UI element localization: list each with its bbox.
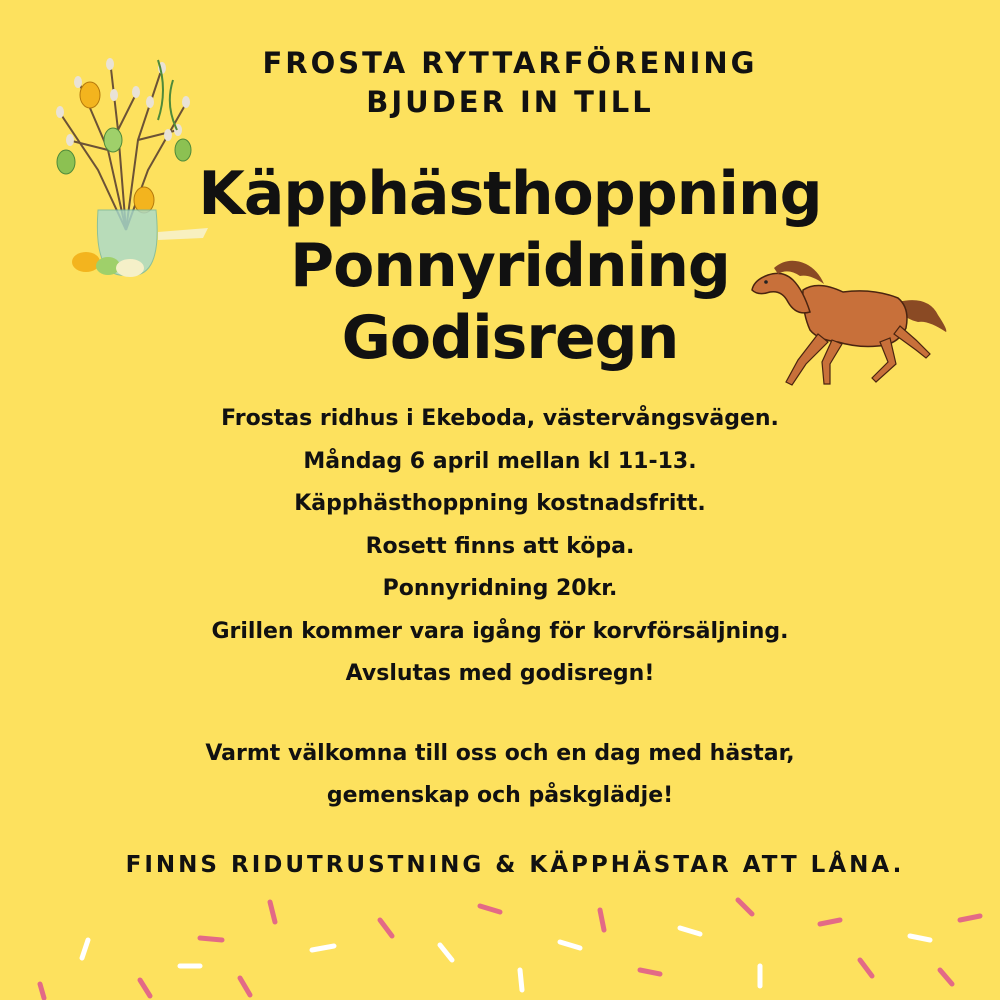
horse-icon: [748, 250, 953, 395]
title-line: Käpphästhoppning: [198, 159, 822, 229]
info-line: Avslutas med godisregn!: [345, 661, 655, 686]
info-line: Grillen kommer vara igång för korvförsäljning.: [211, 618, 789, 644]
welcome-text: [60, 733, 940, 817]
info-line: Frostas ridhus i Ekeboda, västervångsvägen.: [221, 406, 779, 431]
title-line: Ponnyridning: [290, 231, 730, 301]
equipment-note: FINNS RIDUTRUSTNING & KÄPPHÄSTAR ATT LÅNA.: [125, 852, 905, 878]
info-line: Måndag 6 april mellan kl 11-13.: [303, 448, 697, 474]
organizer-header: [200, 44, 820, 122]
info-line: Käpphästhoppning kostnadsfritt.: [294, 491, 706, 516]
title-line: Godisregn: [341, 303, 679, 373]
welcome-line: Varmt välkomna till oss och en dag med hästar,: [205, 741, 795, 766]
confetti-sprinkles: [0, 880, 1000, 1000]
info-line: Ponnyridning 20kr.: [382, 576, 618, 601]
info-line: Rosett finns att köpa.: [365, 533, 635, 559]
event-info: [60, 398, 940, 696]
event-titles: [180, 158, 840, 374]
header-line-2: BJUDER IN TILL: [366, 85, 654, 119]
header-line-1: FROSTA RYTTARFÖRENING: [262, 46, 758, 80]
welcome-line: gemenskap och påskglädje!: [326, 783, 674, 808]
